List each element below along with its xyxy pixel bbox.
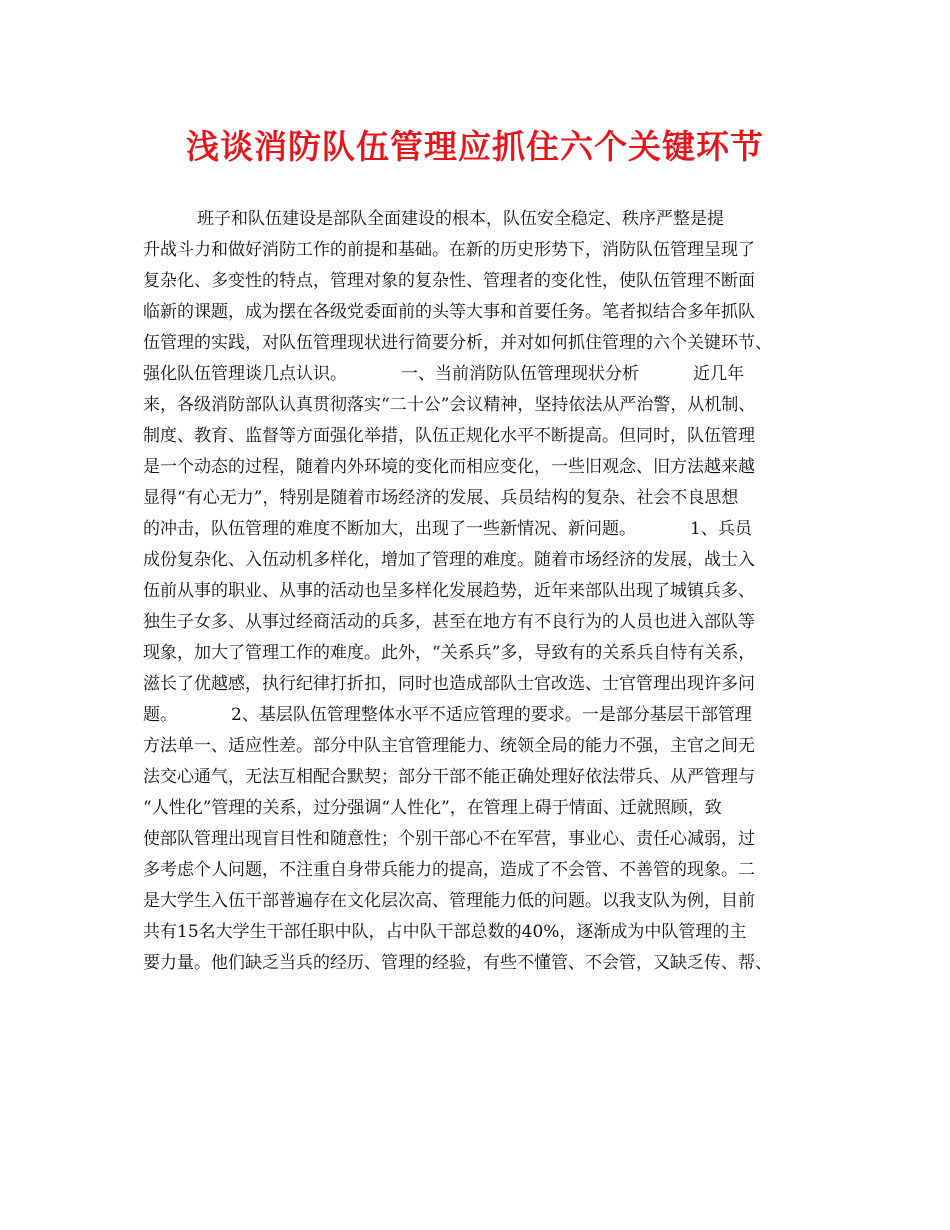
text-line: 伍前从事的职业、从事的活动也呈多样化发展趋势，近年来部队出现了城镇兵多、: [143, 581, 755, 601]
text-line: 共有15名大学生干部任职中队，占中队干部总数的40%，逐渐成为中队管理的主: [143, 922, 747, 942]
document-title: 浅谈消防队伍管理应抓住六个关键环节: [186, 127, 764, 166]
text-line: 多考虑个人问题，不注重自身带兵能力的提高，造成了不会管、不善管的现象。二: [143, 860, 755, 880]
text-line: 的冲击，队伍管理的难度不断加大，出现了一些新情况、新问题。 1、兵员: [143, 519, 752, 539]
text-line: 是大学生入伍干部普遍存在文化层次高、管理能力低的问题。以我支队为例，目前: [143, 891, 755, 911]
text-line: 班子和队伍建设是部队全面建设的根本，队伍安全稳定、秩序严整是提: [143, 209, 725, 229]
text-line: 制度、教育、监督等方面强化举措，队伍正规化水平不断提高。但同时，队伍管理: [143, 426, 755, 446]
text-line: 滋长了优越感，执行纪律打折扣，同时也造成部队士官改选、士官管理出现许多问: [143, 674, 755, 694]
text-line: 现象，加大了管理工作的难度。此外，“关系兵”多，导致有的关系兵自恃有关系，: [143, 643, 756, 663]
text-line: 来，各级消防部队认真贯彻落实“二十公”会议精神，坚持依法从严治警，从机制、: [143, 395, 756, 415]
text-line: 独生子女多、从事过经商活动的兵多，甚至在地方有不良行为的人员也进入部队等: [143, 612, 755, 632]
text-line: 伍管理的实践，对队伍管理现状进行简要分析，并对如何抓住管理的六个关键环节、: [143, 333, 772, 353]
text-line: 临新的课题，成为摆在各级党委面前的头等大事和首要任务。笔者拟结合多年抓队: [143, 302, 755, 322]
text-line: 复杂化、多变性的特点，管理对象的复杂性、管理者的变化性，使队伍管理不断面: [143, 271, 755, 291]
text-line: 方法单一、适应性差。部分中队主官管理能力、统领全局的能力不强，主官之间无: [143, 736, 755, 756]
text-line: 使部队管理出现盲目性和随意性；个别干部心不在军营，事业心、责任心减弱，过: [143, 829, 755, 849]
text-line: 升战斗力和做好消防工作的前提和基础。在新的历史形势下，消防队伍管理呈现了: [143, 240, 755, 260]
text-line: 题。 2、基层队伍管理整体水平不适应管理的要求。一是部分基层干部管理: [143, 705, 752, 725]
text-line: 要力量。他们缺乏当兵的经历、管理的经验，有些不懂管、不会管，又缺乏传、帮、: [143, 953, 772, 973]
text-line: 强化队伍管理谈几点认识。 一、当前消防队伍管理现状分析 近几年: [143, 364, 745, 384]
text-line: 成份复杂化、入伍动机多样化，增加了管理的难度。随着市场经济的发展，战士入: [143, 550, 755, 570]
text-line: 法交心通气，无法互相配合默契；部分干部不能正确处理好依法带兵、从严管理与: [143, 767, 755, 787]
text-line: 是一个动态的过程，随着内外环境的变化而相应变化，一些旧观念、旧方法越来越: [143, 457, 755, 477]
document-body: [143, 204, 823, 979]
text-line: “人性化”管理的关系，过分强调“人性化”，在管理上碍于情面、迁就照顾，致: [143, 798, 722, 818]
text-line: 显得“有心无力”，特别是随着市场经济的发展、兵员结构的复杂、社会不良思想: [143, 488, 739, 508]
